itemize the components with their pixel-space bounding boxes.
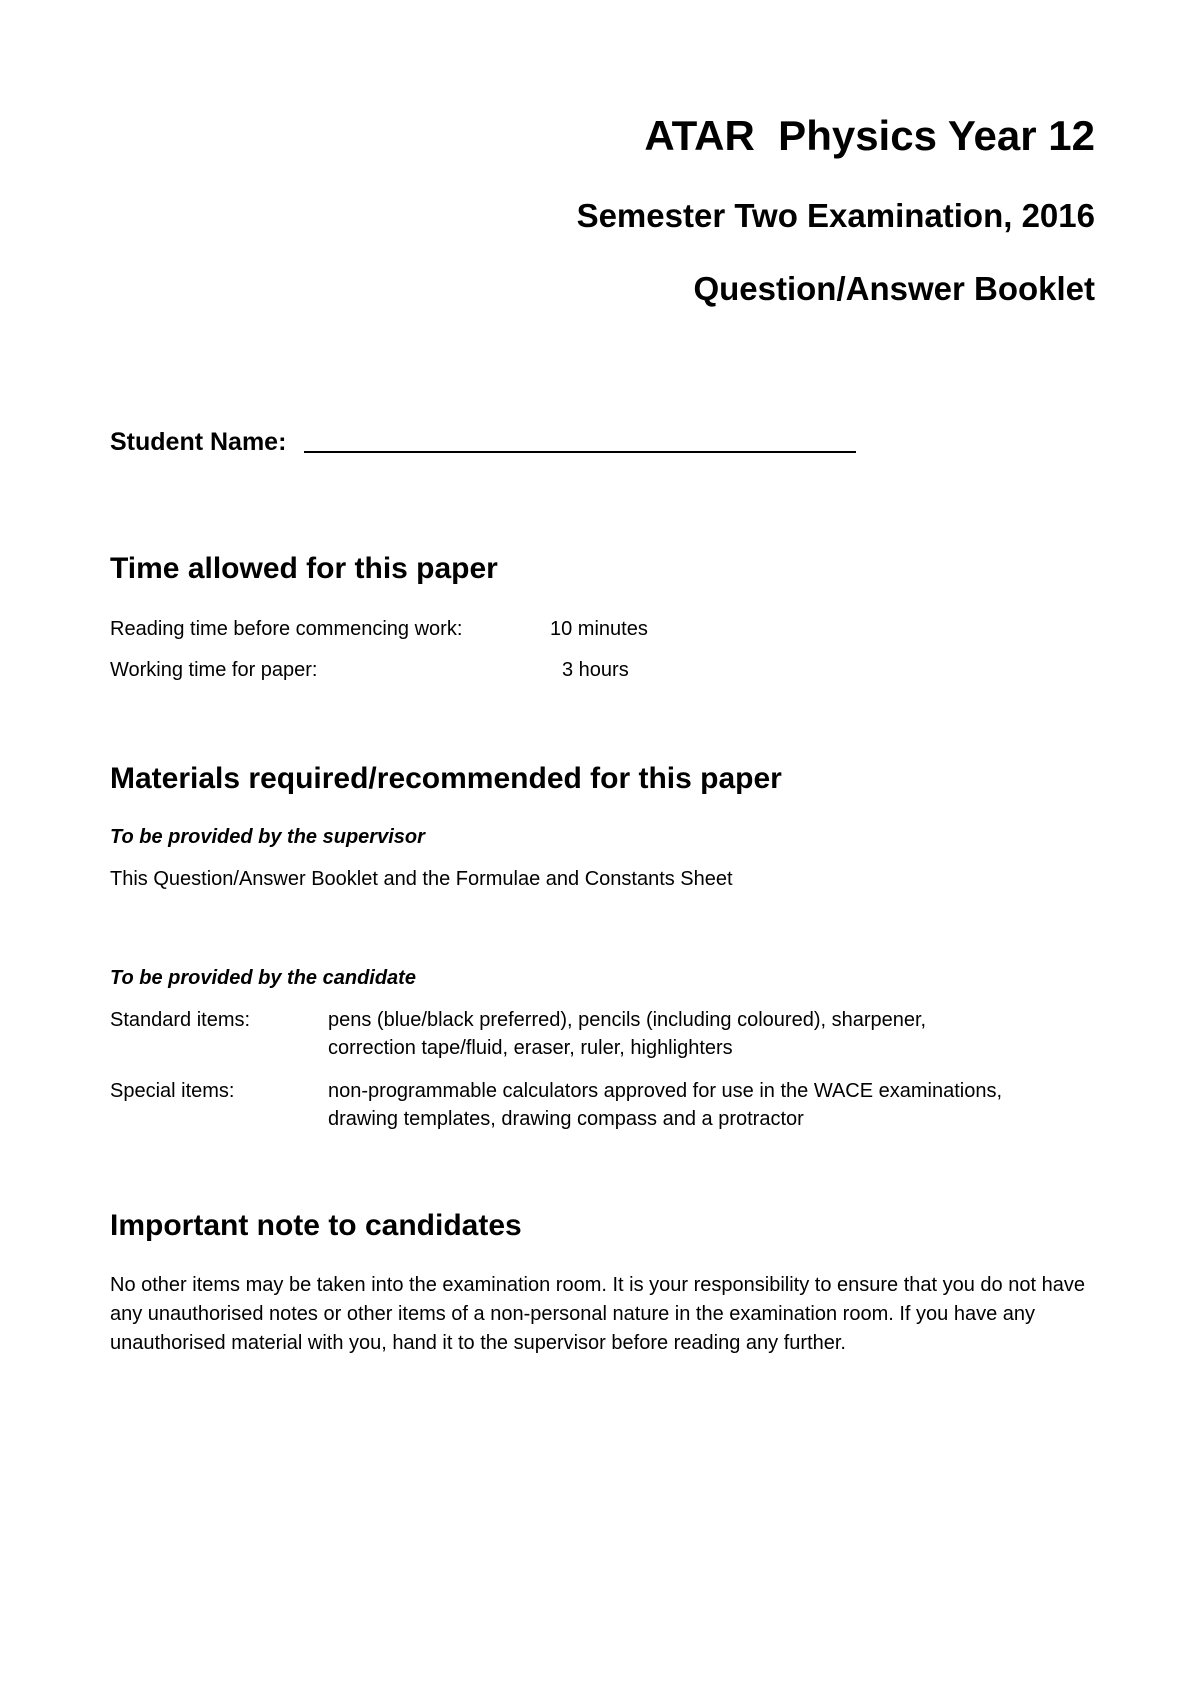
title-block	[576, 112, 1095, 307]
exam-name: Semester Two Examination, 2016	[576, 197, 1095, 234]
standard-items-line: pens (blue/black preferred), pencils (including coloured), sharpener,	[328, 1009, 927, 1031]
document-title: ATAR Physics Year 12	[644, 112, 1095, 159]
special-items-label: Special items:	[110, 1080, 235, 1102]
standard-items-text	[328, 1006, 1108, 1062]
supervisor-subheading: To be provided by the supervisor	[110, 826, 425, 848]
standard-items-label: Standard items:	[110, 1009, 251, 1031]
candidate-subheading: To be provided by the candidate	[110, 967, 416, 989]
student-name-field[interactable]	[304, 423, 856, 453]
reading-time-value: 10 minutes	[550, 618, 648, 640]
working-time-label: Working time for paper:	[110, 659, 318, 681]
materials-heading: Materials required/recommended for this paper	[110, 762, 782, 795]
standard-items-line: correction tape/fluid, eraser, ruler, highlighters	[328, 1037, 733, 1059]
special-items-text	[328, 1077, 1108, 1133]
special-items-line: drawing templates, drawing compass and a protractor	[328, 1108, 804, 1130]
time-allowed-heading: Time allowed for this paper	[110, 552, 498, 585]
reading-time-row	[110, 615, 648, 643]
student-name-row	[110, 423, 856, 458]
important-note-heading: Important note to candidates	[110, 1209, 522, 1242]
supervisor-text: This Question/Answer Booklet and the Formulae and Constants Sheet	[110, 868, 733, 890]
reading-time-label: Reading time before commencing work:	[110, 618, 463, 640]
important-note-text: No other items may be taken into the examination room. It is your responsibility to ensure that you do not have any unauthorised notes or other items of a non-personal nature in the examination room. If you have any unauthorised material with you, hand it to the supervisor before reading any further.	[110, 1274, 1085, 1354]
booklet-type: Question/Answer Booklet	[693, 270, 1095, 307]
student-name-label: Student Name:	[110, 428, 287, 456]
special-items-line: non-programmable calculators approved for use in the WACE examinations,	[328, 1080, 1003, 1102]
working-time-row	[110, 656, 629, 684]
working-time-value: 3 hours	[562, 659, 629, 681]
